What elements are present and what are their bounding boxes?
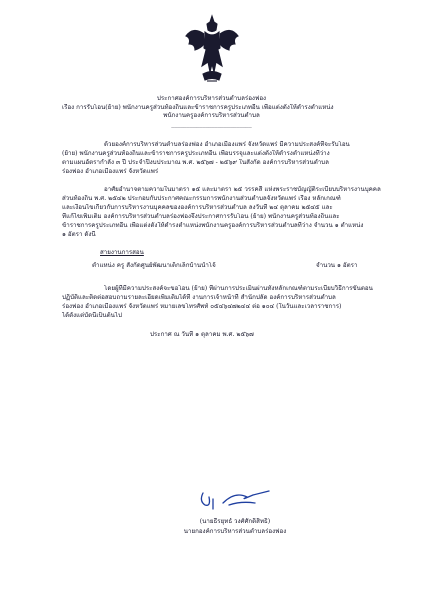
position-name: ตำแหน่ง ครู สังกัดศูนย์พัฒนาเด็กเล็กบ้านน้ำโจ้	[92, 262, 216, 269]
garuda-emblem-icon	[183, 14, 241, 86]
position-count: จำนวน ๑ อัตรา	[316, 262, 358, 269]
signer-name: (นายธีรยุทธ์ วงศ์ศักดิ์สิทธิ์)	[199, 518, 271, 525]
signature-mark	[195, 483, 275, 515]
separator-line: __________________________	[171, 121, 252, 128]
issuer-title: ประกาศองค์การบริหารส่วนตำบลร่องฟอง	[156, 95, 267, 102]
subject-line-1: เรื่อง การรับโอน(ย้าย) พนักงานครูส่วนท้องถิ่นและข้าราชการครูประเภทอื่น เพื่อแต่งตั้งให้ดำรงตำแหน่ง	[62, 104, 334, 111]
subject-line-2: พนักงานครูองค์การบริหารส่วนตำบล	[163, 112, 260, 119]
position-heading: สายงานการสอน	[100, 249, 144, 256]
announced-date: ประกาศ ณ วันที่ ๑ ตุลาคม พ.ศ. ๒๕๖๗	[150, 331, 254, 338]
document-page: ประกาศองค์การบริหารส่วนตำบลร่องฟอง เรื่อง การรับโอน(ย้าย) พนักงานครูส่วนท้องถิ่นและข้าราชการครูประเภทอื่น เพื่อแต่งตั้งให้ดำรงตำแหน่ง พนักงานครูองค์การบริหารส่วนตำบล __________________________ ด้วยองค์การบริหารส่วนตำบลร่องฟอง อำเภอเมืองแพร่ จังหวัดแพร่ มีความประสงค์ที่จะรับโอน (ย้าย) พนักงานครูส่วนท้องถิ่นและข้าราชการครูประเภทอื่น เพื่อบรรจุและแต่งตั้งให้ดำรงตำแหน่งที่ว่าง ตามแผนอัตรากำลัง ๓ ปี ประจำปีงบประมาณ พ.ศ. ๒๕๖๗ - ๒๕๖๙ ในสังกัด องค์การบริหารส่วนตำบล ร่องฟอง อำเภอเมืองแพร่ จังหวัดแพร่ อาศัยอำนาจตามความในมาตรา ๑๕ และมาตรา ๒๕ วรรคสี่ แห่งพระราชบัญญัติระเบียบบริหารงานบุคคล ส่วนท้องถิ่น พ.ศ. ๒๕๔๒ ประกอบกับประกาศคณะกรรมการพนักงานส่วนตำบลจังหวัดแพร่ เรื่อง หลักเกณฑ์ และเงื่อนไขเกี่ยวกับการบริหารงานบุคคลขององค์การบริหารส่วนตำบล ลงวันที่ ๒๔ ตุลาคม ๒๕๔๕ และ ที่แก้ไขเพิ่มเติม องค์การบริหารส่วนตำบลร่องฟองจึงประกาศการรับโอน (ย้าย) พนักงานครูส่วนท้องถิ่นและ ข้าราชการครูประเภทอื่น เพื่อแต่งตั้งให้ดำรงตำแหน่งพนักงานครูองค์การบริหารส่วนตำบลที่ว่าง จำนวน ๑ ตำแหน่ง ๑ อัตรา ดังนี้ สายงานการสอน ตำแหน่ง ครู สังกัดศูนย์พัฒนาเด็กเล็กบ้านน้ำโจ้ จำนวน ๑ อัตรา โดยผู้ที่มีความประสงค์จะขอโอน (ย้าย) ที่ผ่านการประเมินผ่านทั้งหลักเกณฑ์ตามระเบียบวิธีการขั้นตอน ปฏิบัติและติดต่อสอบถามรายละเอียดเพิ่มเติมได้ที่ งานการเจ้าหน้าที่ สำนักปลัด องค์การบริหารส่วนตำบล ร่องฟอง อำเภอเมืองแพร่ จังหวัดแพร่ หมายเลขโทรศัพท์ ๐๕๔๖๔๗๒๔๔ ต่อ ๑๐๔ (ในวันและเวลาราชการ) ได้ตั้งแต่บัดนี้เป็นต้นไป ประกาศ ณ วันที่ ๑ ตุลาคม พ.ศ. ๒๕๖๗ (นายธีรยุทธ์ วงศ์ศักดิ์สิทธิ์) นายกองค์การบริหารส่วนตำบลร่องฟอง	[0, 0, 423, 600]
signer-title: นายกองค์การบริหารส่วนตำบลร่องฟอง	[183, 528, 287, 535]
